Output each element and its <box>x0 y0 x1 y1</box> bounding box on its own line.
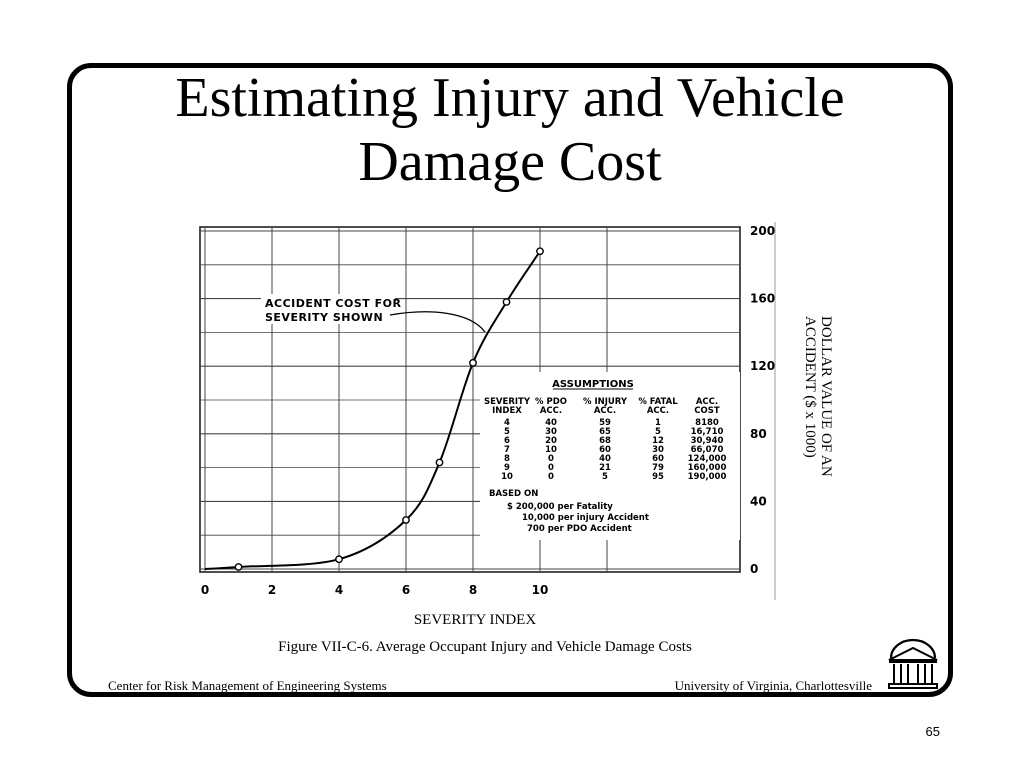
x-tick-label: 6 <box>401 583 411 597</box>
table-cell: 59 <box>599 418 611 428</box>
table-header-line-2: INDEX <box>492 406 522 416</box>
table-cell: 30,940 <box>690 436 724 446</box>
data-point-marker <box>235 564 241 570</box>
assumptions-table <box>480 372 740 540</box>
table-cell: 1 <box>655 418 661 428</box>
table-cell: 12 <box>652 436 664 446</box>
table-cell: 0 <box>548 463 554 473</box>
y-tick-label: 160 <box>750 291 776 306</box>
table-cell: 8 <box>504 454 510 464</box>
y-tick-label: 120 <box>750 359 776 374</box>
table-cell: 8180 <box>695 418 719 428</box>
footer-organization: Center for Risk Management of Engineering Systems <box>108 678 387 693</box>
table-cell: 9 <box>504 463 510 473</box>
table-cell: 68 <box>599 436 611 446</box>
table-header-line-1: SEVERITY <box>484 397 530 407</box>
table-basis-line: 700 per PDO Accident <box>527 524 632 534</box>
table-cell: 40 <box>599 454 611 464</box>
table-cell: 190,000 <box>687 472 727 482</box>
x-tick-label: 8 <box>468 583 478 597</box>
table-cell: 20 <box>545 436 557 446</box>
slide-title <box>67 66 953 194</box>
figure-caption: Figure VII-C-6. Average Occupant Injury and Vehicle Damage Costs <box>278 639 692 655</box>
page-number: 65 <box>925 724 940 739</box>
table-cell: 95 <box>652 472 664 482</box>
table-basis-line: 10,000 per injury Accident <box>522 513 649 523</box>
table-cell: 21 <box>599 463 611 473</box>
annotation-line-1: ACCIDENT COST FOR <box>265 297 402 310</box>
table-header-line-2: COST <box>694 406 720 416</box>
table-cell: 30 <box>545 427 557 437</box>
table-cell: 4 <box>504 418 510 428</box>
table-cell: 0 <box>548 472 554 482</box>
y-tick-label: 40 <box>750 494 767 509</box>
table-header-line-1: % INJURY <box>582 397 628 407</box>
table-cell: 6 <box>504 436 510 446</box>
x-tick-label: 0 <box>200 583 210 597</box>
annotation-layer <box>261 294 485 332</box>
x-tick-label: 4 <box>334 583 344 597</box>
table-cell: 5 <box>504 427 510 437</box>
y-tick-label: 80 <box>750 426 767 441</box>
table-cell: 0 <box>548 454 554 464</box>
table-cell: 7 <box>504 445 510 455</box>
table-header-line-1: % FATAL <box>638 397 678 407</box>
table-header-line-1: ACC. <box>695 397 719 407</box>
severity-cost-chart <box>185 212 785 604</box>
table-header-line-2: ACC. <box>593 406 617 416</box>
table-header-line-1: % PDO <box>535 397 567 407</box>
table-header-line-2: ACC. <box>646 406 670 416</box>
footer-university: University of Virginia, Charlottesville <box>674 678 872 693</box>
table-cell: 30 <box>652 445 664 455</box>
table-cell: 66,070 <box>690 445 724 455</box>
table-based-on: BASED ON <box>489 489 539 499</box>
data-point-marker <box>403 517 409 523</box>
x-tick-label: 2 <box>267 583 277 597</box>
annotation-line-2: SEVERITY SHOWN <box>265 311 384 324</box>
table-heading: ASSUMPTIONS <box>552 379 634 390</box>
y-axis-label: DOLLAR VALUE OF AN ACCIDENT ($ x 1000) <box>802 316 834 477</box>
title-line-2: Damage Cost <box>358 131 662 193</box>
table-cell: 79 <box>652 463 664 473</box>
data-point-marker <box>470 360 476 366</box>
y-tick-label: 200 <box>750 224 776 238</box>
table-cell: 124,000 <box>687 454 727 464</box>
table-cell: 65 <box>599 427 611 437</box>
title-line-1: Estimating Injury and Vehicle <box>175 67 845 129</box>
data-point-marker <box>537 248 543 254</box>
table-cell: 10 <box>501 472 513 482</box>
table-header-line-2: ACC. <box>539 406 563 416</box>
x-tick-label: 10 <box>531 583 549 597</box>
table-cell: 5 <box>655 427 661 437</box>
table-basis-line: $ 200,000 per Fatality <box>507 502 613 512</box>
table-cell: 10 <box>545 445 557 455</box>
table-cell: 40 <box>545 418 557 428</box>
data-point-marker <box>336 556 342 562</box>
x-axis-label: SEVERITY INDEX <box>413 612 537 628</box>
annotation-leader-line <box>390 312 485 332</box>
table-cell: 16,710 <box>690 427 724 437</box>
table-cell: 5 <box>602 472 608 482</box>
data-point-marker <box>436 459 442 465</box>
data-point-marker <box>503 299 509 305</box>
table-cell: 60 <box>599 445 611 455</box>
table-cell: 160,000 <box>687 463 727 473</box>
university-rotunda-logo-icon <box>885 636 941 692</box>
table-cell: 60 <box>652 454 664 464</box>
y-tick-label: 0 <box>750 562 759 576</box>
